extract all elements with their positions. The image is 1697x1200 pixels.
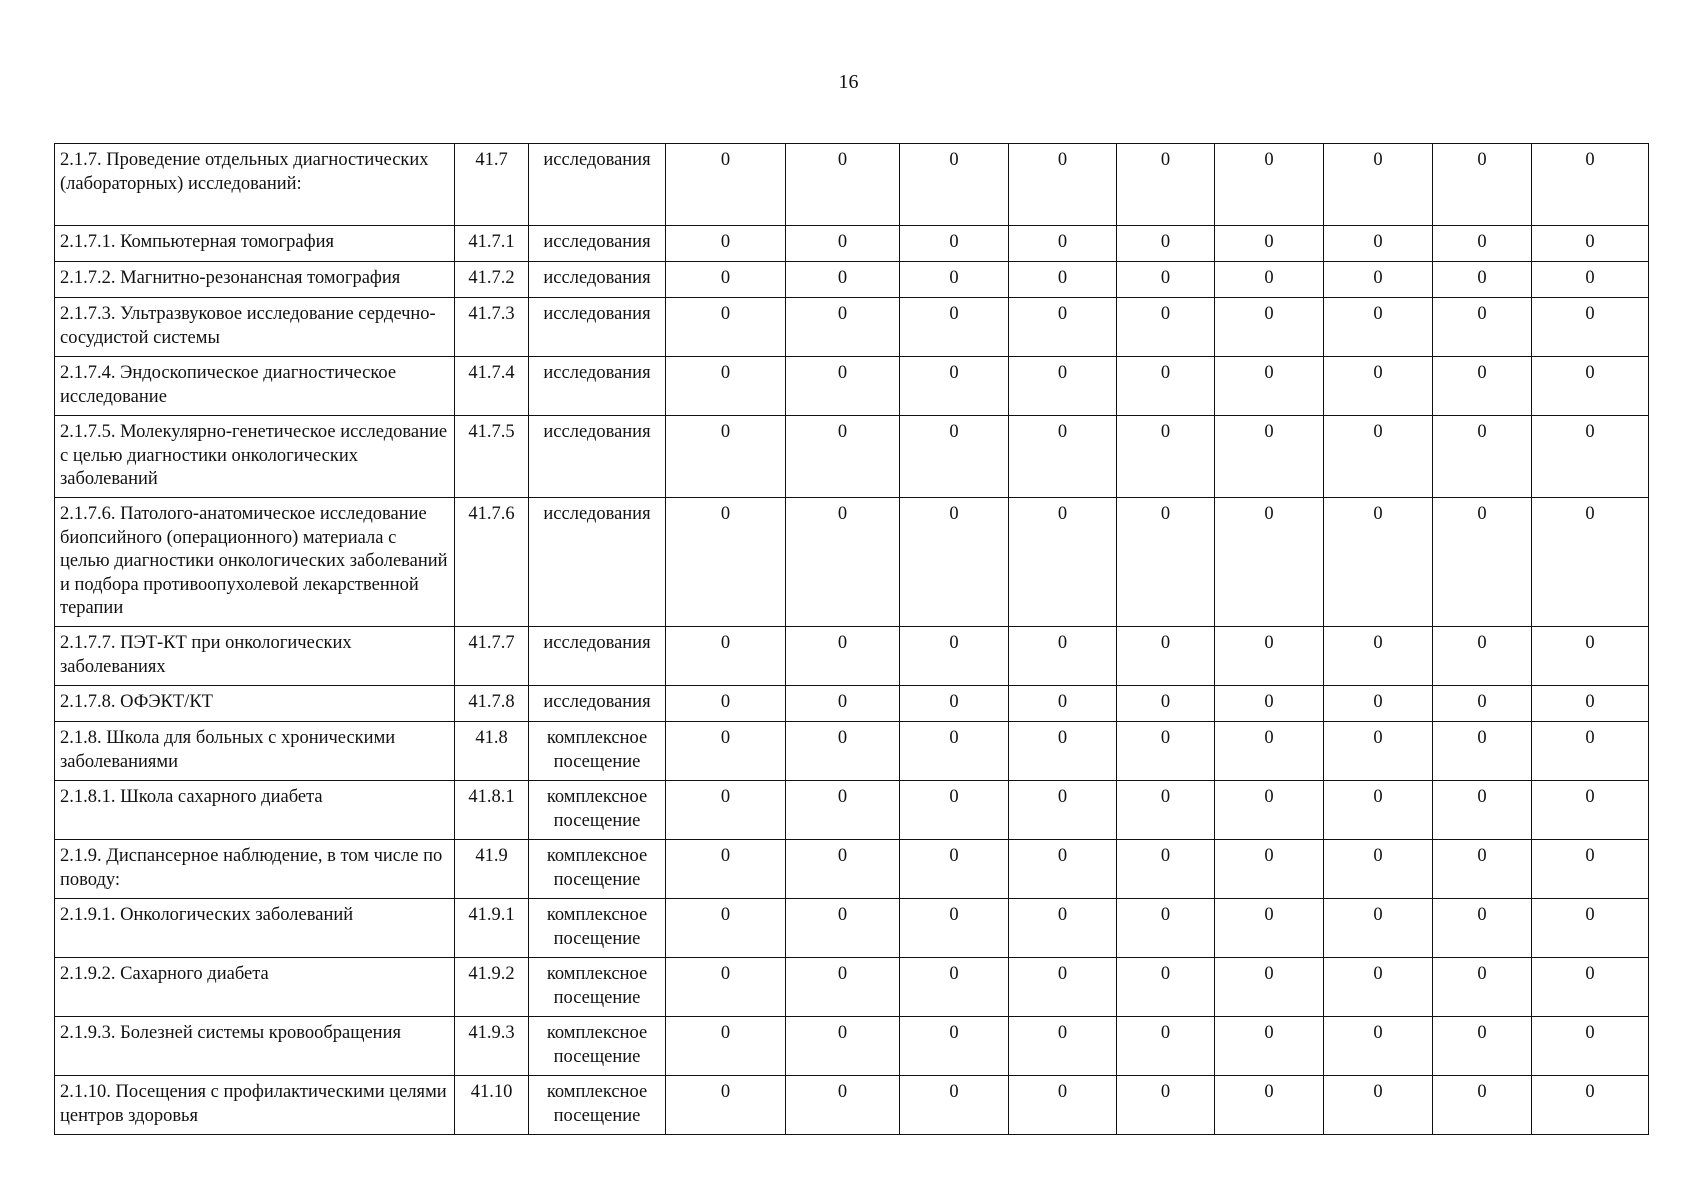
table-row <box>55 262 1649 298</box>
value-cell: 0 <box>1009 840 1117 899</box>
value-cell: 0 <box>1433 686 1532 722</box>
value-cell: 0 <box>1117 262 1215 298</box>
value-cell: 0 <box>1532 722 1649 781</box>
value-cell: 0 <box>666 144 786 226</box>
row-unit: исследования <box>529 357 666 416</box>
row-code: 41.7.4 <box>455 357 529 416</box>
row-code: 41.10 <box>455 1076 529 1135</box>
value-cell: 0 <box>1532 1017 1649 1076</box>
value-cell: 0 <box>786 781 900 840</box>
row-unit: комплексное посещение <box>529 958 666 1017</box>
row-unit: комплексное посещение <box>529 1076 666 1135</box>
value-cell: 0 <box>900 781 1009 840</box>
value-cell: 0 <box>786 226 900 262</box>
value-cell: 0 <box>666 262 786 298</box>
value-cell: 0 <box>1324 498 1433 627</box>
value-cell: 0 <box>1215 899 1324 958</box>
value-cell: 0 <box>1117 416 1215 498</box>
value-cell: 0 <box>1532 899 1649 958</box>
value-cell: 0 <box>1324 840 1433 899</box>
value-cell: 0 <box>1215 686 1324 722</box>
value-cell: 0 <box>1215 781 1324 840</box>
row-name: 2.1.9.1. Онкологических заболеваний <box>55 899 455 958</box>
table-row <box>55 357 1649 416</box>
value-cell: 0 <box>1215 144 1324 226</box>
value-cell: 0 <box>1009 627 1117 686</box>
value-cell: 0 <box>1215 1076 1324 1135</box>
table-row <box>55 1076 1649 1135</box>
value-cell: 0 <box>1215 958 1324 1017</box>
value-cell: 0 <box>1215 498 1324 627</box>
value-cell: 0 <box>786 262 900 298</box>
value-cell: 0 <box>1324 781 1433 840</box>
value-cell: 0 <box>1009 1076 1117 1135</box>
value-cell: 0 <box>1324 722 1433 781</box>
row-name: 2.1.7. Проведение отдельных диагностических (лабораторных) исследований: <box>55 144 455 226</box>
value-cell: 0 <box>1532 416 1649 498</box>
page-number: 16 <box>838 71 859 93</box>
value-cell: 0 <box>666 226 786 262</box>
value-cell: 0 <box>786 686 900 722</box>
value-cell: 0 <box>1117 1017 1215 1076</box>
row-unit: исследования <box>529 686 666 722</box>
value-cell: 0 <box>1324 416 1433 498</box>
value-cell: 0 <box>786 627 900 686</box>
value-cell: 0 <box>900 627 1009 686</box>
value-cell: 0 <box>1215 840 1324 899</box>
value-cell: 0 <box>1532 627 1649 686</box>
row-unit: исследования <box>529 226 666 262</box>
value-cell: 0 <box>1009 416 1117 498</box>
value-cell: 0 <box>1532 686 1649 722</box>
value-cell: 0 <box>1324 1017 1433 1076</box>
value-cell: 0 <box>1532 498 1649 627</box>
row-code: 41.7.2 <box>455 262 529 298</box>
value-cell: 0 <box>1117 498 1215 627</box>
table-row <box>55 144 1649 226</box>
value-cell: 0 <box>1433 899 1532 958</box>
value-cell: 0 <box>1433 840 1532 899</box>
row-code: 41.8.1 <box>455 781 529 840</box>
value-cell: 0 <box>1532 781 1649 840</box>
row-name: 2.1.7.6. Патолого-анатомическое исследование биопсийного (операционного) материала с целью диагностики онкологических заболеваний и подбора противоопухолевой лекарственной терапии <box>55 498 455 627</box>
value-cell: 0 <box>1009 781 1117 840</box>
value-cell: 0 <box>1009 1017 1117 1076</box>
table-row <box>55 627 1649 686</box>
value-cell: 0 <box>900 498 1009 627</box>
table-row <box>55 686 1649 722</box>
row-code: 41.7.3 <box>455 298 529 357</box>
table-row <box>55 416 1649 498</box>
value-cell: 0 <box>666 298 786 357</box>
value-cell: 0 <box>666 1076 786 1135</box>
table-row <box>55 722 1649 781</box>
value-cell: 0 <box>1433 416 1532 498</box>
value-cell: 0 <box>900 1017 1009 1076</box>
value-cell: 0 <box>900 722 1009 781</box>
value-cell: 0 <box>1324 357 1433 416</box>
value-cell: 0 <box>1433 498 1532 627</box>
row-name: 2.1.7.7. ПЭТ-КТ при онкологических заболеваниях <box>55 627 455 686</box>
value-cell: 0 <box>1324 298 1433 357</box>
value-cell: 0 <box>1433 357 1532 416</box>
value-cell: 0 <box>666 781 786 840</box>
row-code: 41.8 <box>455 722 529 781</box>
value-cell: 0 <box>1433 262 1532 298</box>
value-cell: 0 <box>1117 298 1215 357</box>
value-cell: 0 <box>1009 144 1117 226</box>
row-unit: исследования <box>529 298 666 357</box>
row-unit: комплексное посещение <box>529 840 666 899</box>
value-cell: 0 <box>1324 262 1433 298</box>
table-row <box>55 899 1649 958</box>
value-cell: 0 <box>900 840 1009 899</box>
value-cell: 0 <box>1009 686 1117 722</box>
value-cell: 0 <box>666 1017 786 1076</box>
value-cell: 0 <box>1532 840 1649 899</box>
value-cell: 0 <box>666 899 786 958</box>
value-cell: 0 <box>1433 226 1532 262</box>
value-cell: 0 <box>1009 498 1117 627</box>
value-cell: 0 <box>1532 226 1649 262</box>
table-row <box>55 958 1649 1017</box>
row-unit: исследования <box>529 498 666 627</box>
row-name: 2.1.7.5. Молекулярно-генетическое исследование с целью диагностики онкологических заболеваний <box>55 416 455 498</box>
value-cell: 0 <box>666 627 786 686</box>
row-name: 2.1.9.2. Сахарного диабета <box>55 958 455 1017</box>
table-row <box>55 298 1649 357</box>
value-cell: 0 <box>1009 357 1117 416</box>
value-cell: 0 <box>1009 958 1117 1017</box>
value-cell: 0 <box>1433 627 1532 686</box>
table-body <box>55 144 1649 1135</box>
value-cell: 0 <box>666 958 786 1017</box>
value-cell: 0 <box>1324 1076 1433 1135</box>
value-cell: 0 <box>1532 1076 1649 1135</box>
row-name: 2.1.10. Посещения с профилактическими целями центров здоровья <box>55 1076 455 1135</box>
table-row <box>55 498 1649 627</box>
value-cell: 0 <box>1532 958 1649 1017</box>
row-code: 41.7.6 <box>455 498 529 627</box>
value-cell: 0 <box>786 144 900 226</box>
value-cell: 0 <box>1324 144 1433 226</box>
value-cell: 0 <box>1215 627 1324 686</box>
row-code: 41.9.2 <box>455 958 529 1017</box>
row-name: 2.1.7.8. ОФЭКТ/КТ <box>55 686 455 722</box>
value-cell: 0 <box>1433 1017 1532 1076</box>
value-cell: 0 <box>1324 627 1433 686</box>
value-cell: 0 <box>1117 627 1215 686</box>
row-unit: комплексное посещение <box>529 722 666 781</box>
value-cell: 0 <box>1215 226 1324 262</box>
value-cell: 0 <box>1433 958 1532 1017</box>
row-unit: исследования <box>529 144 666 226</box>
value-cell: 0 <box>666 722 786 781</box>
value-cell: 0 <box>786 1076 900 1135</box>
row-code: 41.7.7 <box>455 627 529 686</box>
value-cell: 0 <box>666 686 786 722</box>
row-name: 2.1.7.3. Ультразвуковое исследование сердечно-сосудистой системы <box>55 298 455 357</box>
row-code: 41.7.8 <box>455 686 529 722</box>
table-row <box>55 1017 1649 1076</box>
row-name: 2.1.8.1. Школа сахарного диабета <box>55 781 455 840</box>
value-cell: 0 <box>1433 1076 1532 1135</box>
value-cell: 0 <box>900 144 1009 226</box>
row-unit: исследования <box>529 627 666 686</box>
row-code: 41.7 <box>455 144 529 226</box>
value-cell: 0 <box>1215 298 1324 357</box>
table-row <box>55 226 1649 262</box>
value-cell: 0 <box>1324 226 1433 262</box>
row-code: 41.9 <box>455 840 529 899</box>
table-row <box>55 781 1649 840</box>
value-cell: 0 <box>1117 357 1215 416</box>
value-cell: 0 <box>786 357 900 416</box>
value-cell: 0 <box>666 357 786 416</box>
value-cell: 0 <box>1215 262 1324 298</box>
row-name: 2.1.7.2. Магнитно-резонансная томография <box>55 262 455 298</box>
value-cell: 0 <box>1433 144 1532 226</box>
value-cell: 0 <box>1009 226 1117 262</box>
value-cell: 0 <box>1324 686 1433 722</box>
value-cell: 0 <box>1532 357 1649 416</box>
row-name: 2.1.7.4. Эндоскопическое диагностическое исследование <box>55 357 455 416</box>
value-cell: 0 <box>1009 722 1117 781</box>
value-cell: 0 <box>900 958 1009 1017</box>
row-unit: исследования <box>529 262 666 298</box>
value-cell: 0 <box>1215 1017 1324 1076</box>
value-cell: 0 <box>1532 144 1649 226</box>
value-cell: 0 <box>1117 781 1215 840</box>
value-cell: 0 <box>1215 357 1324 416</box>
table-row <box>55 840 1649 899</box>
value-cell: 0 <box>1433 781 1532 840</box>
value-cell: 0 <box>1117 1076 1215 1135</box>
value-cell: 0 <box>786 899 900 958</box>
value-cell: 0 <box>1117 686 1215 722</box>
value-cell: 0 <box>1117 899 1215 958</box>
row-code: 41.9.1 <box>455 899 529 958</box>
value-cell: 0 <box>666 498 786 627</box>
value-cell: 0 <box>900 899 1009 958</box>
row-name: 2.1.7.1. Компьютерная томография <box>55 226 455 262</box>
value-cell: 0 <box>786 958 900 1017</box>
indicators-table <box>54 143 1649 1135</box>
value-cell: 0 <box>1215 416 1324 498</box>
value-cell: 0 <box>1433 298 1532 357</box>
row-code: 41.7.1 <box>455 226 529 262</box>
value-cell: 0 <box>900 1076 1009 1135</box>
value-cell: 0 <box>900 686 1009 722</box>
value-cell: 0 <box>1117 144 1215 226</box>
value-cell: 0 <box>786 840 900 899</box>
value-cell: 0 <box>1117 226 1215 262</box>
row-name: 2.1.9. Диспансерное наблюдение, в том числе по поводу: <box>55 840 455 899</box>
value-cell: 0 <box>786 722 900 781</box>
value-cell: 0 <box>900 357 1009 416</box>
row-code: 41.9.3 <box>455 1017 529 1076</box>
value-cell: 0 <box>786 298 900 357</box>
row-name: 2.1.8. Школа для больных с хроническими заболеваниями <box>55 722 455 781</box>
value-cell: 0 <box>786 1017 900 1076</box>
value-cell: 0 <box>1532 298 1649 357</box>
value-cell: 0 <box>666 840 786 899</box>
value-cell: 0 <box>1117 722 1215 781</box>
value-cell: 0 <box>786 498 900 627</box>
row-unit: комплексное посещение <box>529 899 666 958</box>
row-unit: комплексное посещение <box>529 781 666 840</box>
value-cell: 0 <box>1215 722 1324 781</box>
value-cell: 0 <box>1117 840 1215 899</box>
value-cell: 0 <box>900 416 1009 498</box>
value-cell: 0 <box>1009 899 1117 958</box>
row-unit: исследования <box>529 416 666 498</box>
value-cell: 0 <box>900 298 1009 357</box>
value-cell: 0 <box>1117 958 1215 1017</box>
value-cell: 0 <box>900 226 1009 262</box>
value-cell: 0 <box>1324 958 1433 1017</box>
value-cell: 0 <box>786 416 900 498</box>
value-cell: 0 <box>666 416 786 498</box>
value-cell: 0 <box>1009 262 1117 298</box>
value-cell: 0 <box>1009 298 1117 357</box>
row-unit: комплексное посещение <box>529 1017 666 1076</box>
value-cell: 0 <box>900 262 1009 298</box>
value-cell: 0 <box>1433 722 1532 781</box>
row-code: 41.7.5 <box>455 416 529 498</box>
value-cell: 0 <box>1532 262 1649 298</box>
row-name: 2.1.9.3. Болезней системы кровообращения <box>55 1017 455 1076</box>
value-cell: 0 <box>1324 899 1433 958</box>
